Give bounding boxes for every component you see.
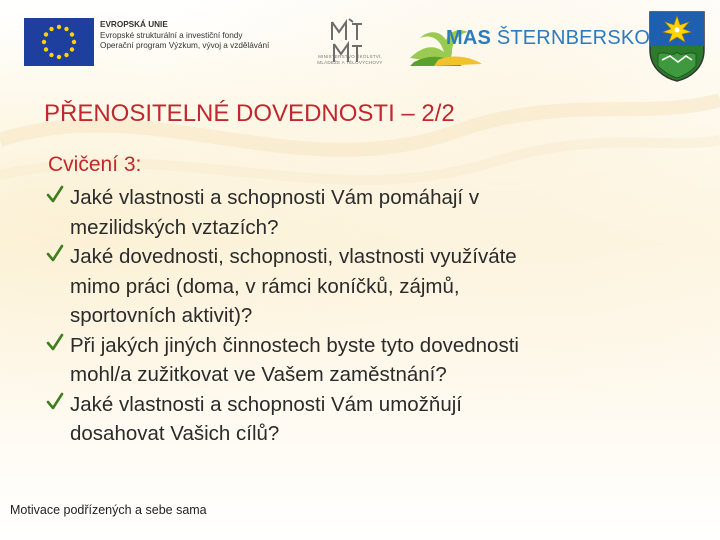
check-icon: [46, 332, 64, 352]
msmt-caption-line2: MLÁDEŽE A TĚLOVÝCHOVY: [317, 59, 383, 65]
list-item-continuation: mezilidských vztazích?: [70, 215, 279, 239]
list-item-line: Jaké vlastnosti a schopnosti Vám umožňují: [70, 392, 462, 416]
eu-logo-line3: Operační program Výzkum, vývoj a vzdělávání: [100, 41, 270, 50]
coat-of-arms-icon: [648, 10, 706, 82]
mas-logo-text: [446, 27, 650, 50]
list-item: [46, 183, 686, 242]
check-icon: [46, 391, 64, 411]
list-item-line: Jaké vlastnosti a schopnosti Vám pomáhají v: [70, 186, 480, 209]
eu-logo-text: [100, 20, 290, 52]
list-item-continuation: mimo práci (doma, v rámci koníčků, zájmů,: [70, 274, 460, 298]
list-item-text: [70, 183, 686, 242]
list-item-continuation: sportovních aktivit)?: [70, 304, 253, 327]
check-icon: [46, 184, 64, 204]
eu-flag-icon: [24, 18, 94, 66]
list-item: [46, 331, 686, 390]
slide-title: PŘENOSITELNÉ DOVEDNOSTI – 2/2: [44, 100, 455, 127]
list-item: [46, 390, 686, 449]
list-item-text: [70, 331, 686, 390]
list-item-text: [70, 390, 686, 449]
mas-logo-part1: MAS: [446, 27, 492, 49]
question-list: [46, 183, 686, 449]
mas-logo-part2: ŠTERNBERSKO: [496, 27, 651, 49]
list-item: [46, 242, 686, 331]
eu-logo-title: EVROPSKÁ UNIE: [100, 20, 168, 29]
eu-logo-line2: Evropské strukturální a investiční fondy: [100, 30, 243, 40]
slide-footer: Motivace podřízených a sebe sama: [10, 503, 207, 517]
list-item-continuation: dosahovat Vašich cílů?: [70, 422, 280, 445]
exercise-label: Cvičení 3:: [48, 153, 142, 176]
msmt-caption-line1: MINISTERSTVO ŠKOLSTVÍ,: [318, 54, 382, 59]
list-item-line: Jaké dovednosti, schopnosti, vlastnosti využíváte: [70, 245, 517, 268]
msmt-caption: [302, 54, 398, 65]
list-item-line: Při jakých jiných činnostech byste tyto dovednosti: [70, 333, 519, 357]
check-icon: [46, 243, 64, 263]
list-item-continuation: mohl/a zužitkovat ve Vašem zaměstnání?: [70, 363, 447, 386]
list-item-text: [70, 242, 686, 331]
